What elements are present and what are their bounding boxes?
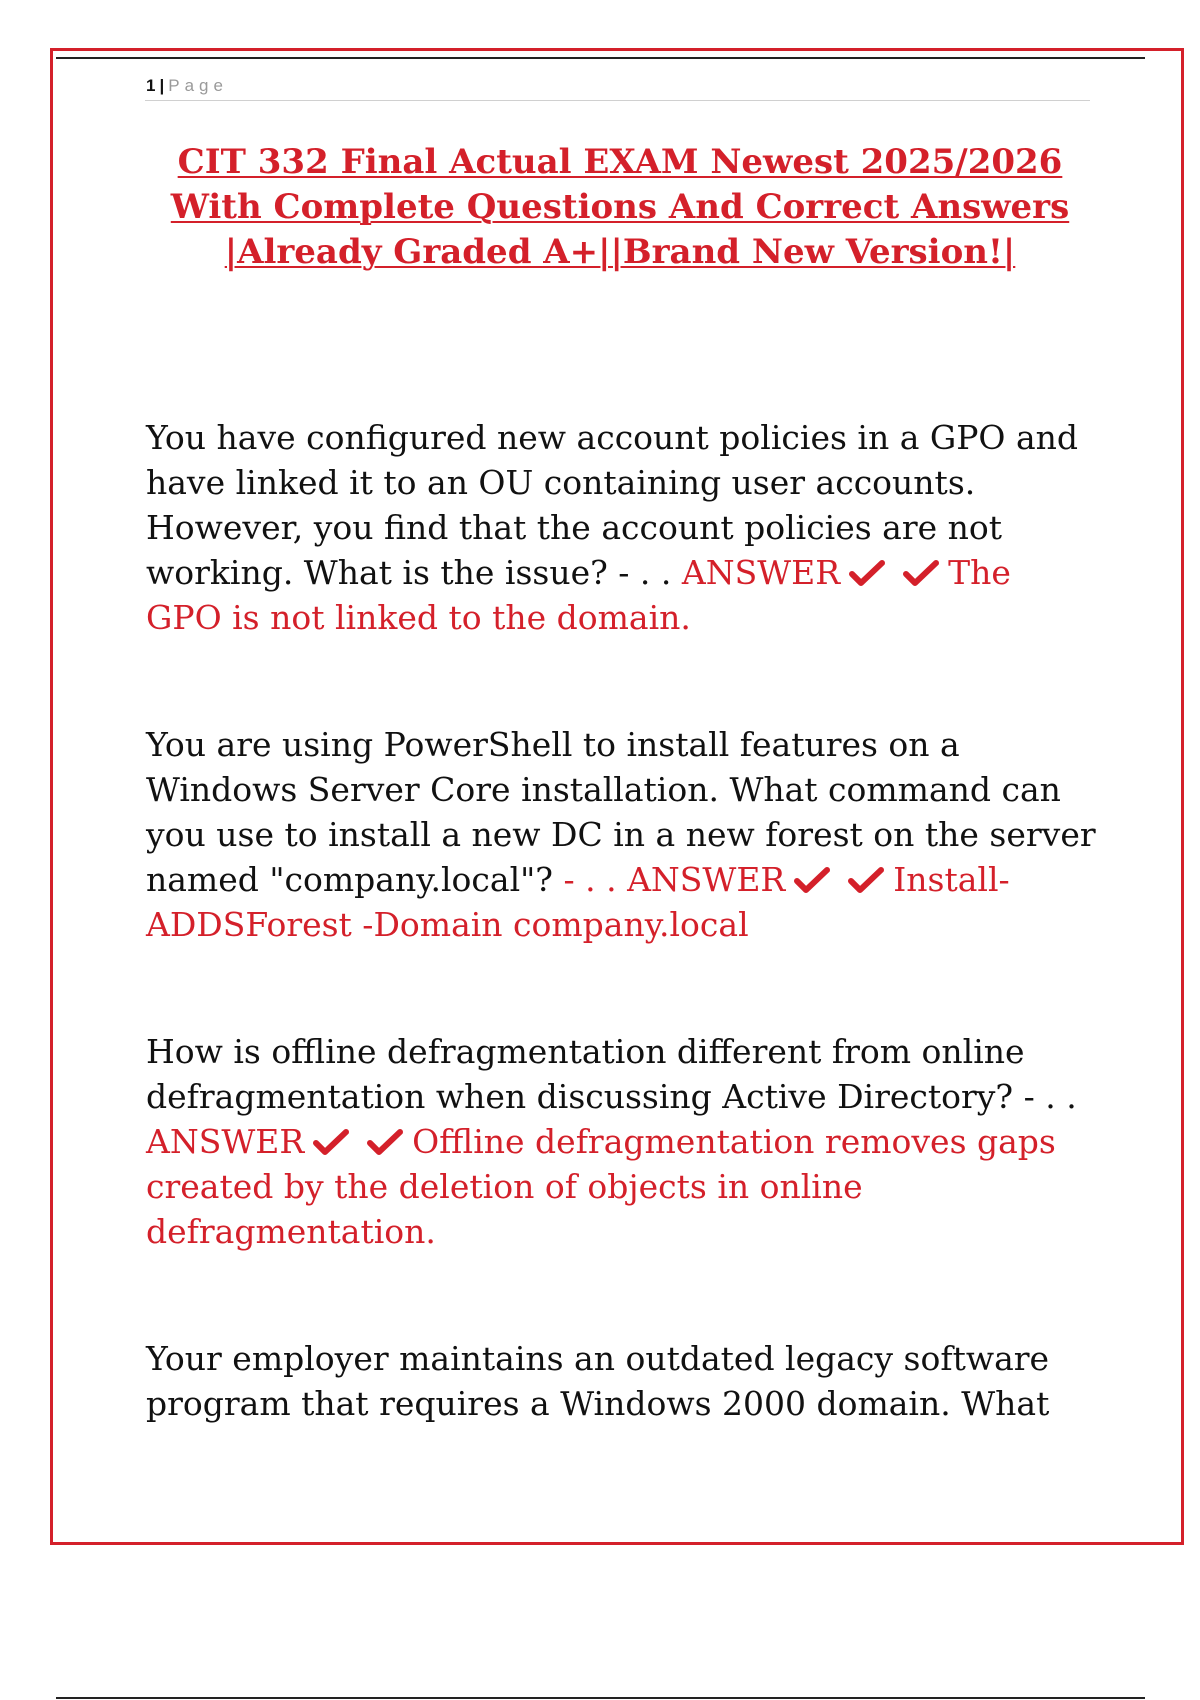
answer-label: ANSWER xyxy=(146,1122,305,1161)
checkmark-icon xyxy=(847,865,885,895)
qa-item-4 xyxy=(146,1336,1096,1426)
answer-text: The GPO is not linked to the domain. xyxy=(146,553,1011,637)
checkmark-icon xyxy=(848,558,886,588)
qa-item-3 xyxy=(146,1029,1096,1254)
page-word: Page xyxy=(168,76,228,95)
question-text: Your employer maintains an outdated legacy software program that requires a Windows 2000 domain. What xyxy=(146,1339,1050,1423)
question-text: You are using PowerShell to install features on a Windows Server Core installation. What command can you use to install a new DC in a new forest on the server named "company.local"? xyxy=(146,725,1096,899)
page-number: 1 xyxy=(146,76,156,95)
question-text: You have configured new account policies in a GPO and have linked it to an OU containing user accounts. However, you find that the account policies are not working. What is the issue? - . . xyxy=(146,418,1079,592)
page-separator: | xyxy=(159,76,165,95)
qa-item-2 xyxy=(146,722,1096,947)
checkmark-icon xyxy=(793,865,831,895)
title-line-1: CIT 332 Final Actual EXAM Newest 2025/2026 xyxy=(177,142,1063,182)
header-divider xyxy=(145,100,1090,101)
question-text: How is offline defragmentation different from online defragmentation when discussing Active Directory? - . . xyxy=(146,1032,1077,1116)
checkmark-icon xyxy=(902,558,940,588)
answer-text: Install-ADDSForest -Domain company.local xyxy=(146,860,1010,944)
answer-prefix: - . . xyxy=(563,860,628,899)
document-title xyxy=(140,140,1100,275)
qa-item-1 xyxy=(146,415,1096,640)
bottom-rule xyxy=(56,1697,1145,1699)
page-header xyxy=(146,76,228,96)
checkmark-icon xyxy=(366,1127,404,1157)
title-line-2: With Complete Questions And Correct Answers xyxy=(170,187,1070,227)
checkmark-icon xyxy=(312,1127,350,1157)
answer-label: ANSWER xyxy=(681,553,841,592)
answer-label: ANSWER xyxy=(627,860,786,899)
top-rule xyxy=(56,57,1145,59)
title-line-3: |Already Graded A+||Brand New Version!| xyxy=(224,232,1016,272)
answer-text: Offline defragmentation removes gaps created by the deletion of objects in online defragmentation. xyxy=(146,1122,1056,1251)
